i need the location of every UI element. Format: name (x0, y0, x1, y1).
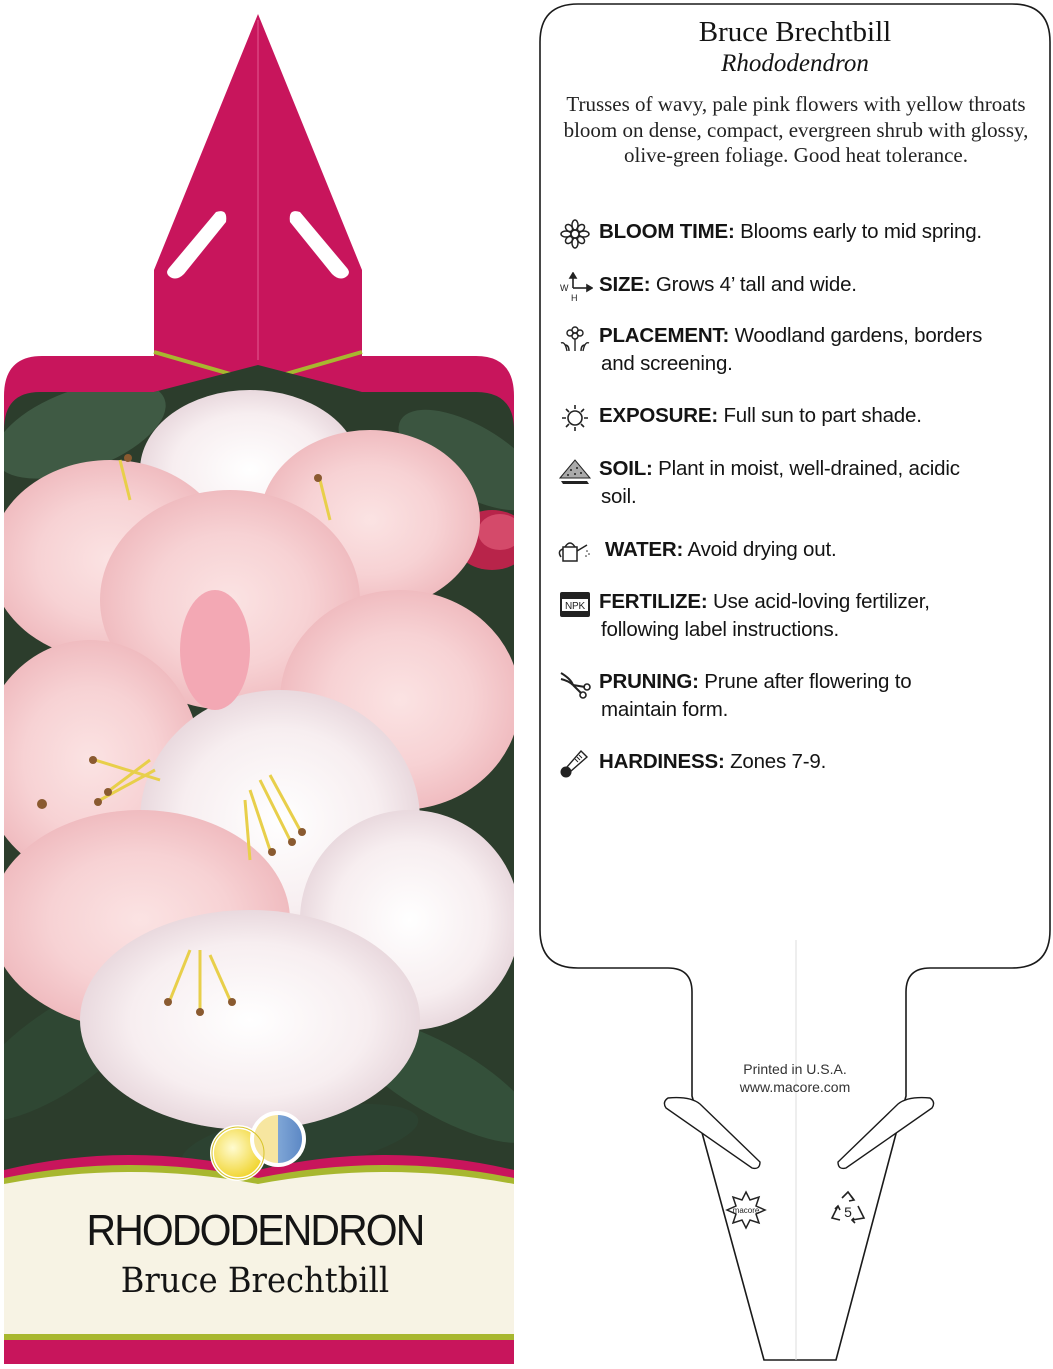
pruning-shears-icon (557, 669, 593, 699)
recycle-icon (828, 1190, 868, 1226)
printed-url: www.macore.com (739, 1079, 851, 1095)
care-item-hardiness (557, 748, 1037, 776)
soil-text: Plant in moist, well-drained, acidic (658, 457, 960, 480)
care-item-bloom-time (557, 218, 1037, 246)
front-genus-name: RHODODENDRON (86, 1206, 424, 1255)
front-cultivar-name: Bruce Brechtbill (120, 1261, 390, 1301)
pruning-label: PRUNING: (599, 670, 699, 693)
care-item-exposure (557, 402, 1037, 430)
macore-logo-icon (724, 1190, 768, 1234)
soil-icon (557, 456, 593, 486)
fertilizer-icon (557, 589, 593, 619)
svg-text:W: W (560, 283, 569, 293)
svg-text:macore: macore (732, 1206, 760, 1215)
placement-text-cont: and screening. (601, 352, 733, 375)
flower-icon (557, 219, 593, 249)
pruning-text-cont: maintain form. (601, 698, 729, 721)
bloom-time-text: Blooms early to mid spring. (740, 220, 982, 243)
size-text: Grows 4’ tall and wide. (655, 273, 857, 296)
size-label: SIZE: (599, 273, 651, 296)
soil-text-cont: soil. (601, 485, 637, 508)
size-arrows-icon (557, 272, 593, 302)
placement-label: PLACEMENT: (599, 324, 730, 347)
back-title: Bruce Brechtbill (698, 16, 892, 48)
care-item-pruning (557, 668, 1037, 724)
care-item-size (557, 271, 1037, 302)
pruning-text: Prune after flowering to (704, 670, 912, 693)
placement-text: Woodland gardens, borders (734, 324, 983, 347)
sun-icon (557, 403, 593, 433)
care-item-water (557, 536, 1037, 564)
water-text: Avoid drying out. (687, 538, 837, 561)
watering-can-icon (557, 537, 593, 567)
hardiness-text: Zones 7-9. (730, 750, 827, 773)
exposure-text: Full sun to part shade. (723, 404, 922, 427)
soil-label: SOIL: (599, 457, 653, 480)
printed-info (700, 1060, 890, 1096)
water-label: WATER: (605, 538, 684, 561)
plant-description: Trusses of wavy, pale pink flowers with yellow throats bloom on dense, compact, evergreen shrub with glossy, olive-green foliage. Good heat tolerance. (563, 92, 1029, 167)
exposure-label: EXPOSURE: (599, 404, 718, 427)
svg-text:5: 5 (844, 1204, 852, 1220)
fertilize-text: Use acid-loving fertilizer, (712, 590, 930, 613)
garden-plants-icon (557, 323, 593, 353)
bloom-time-label: BLOOM TIME: (599, 220, 735, 243)
care-item-fertilize (557, 588, 1037, 644)
fertilize-text-cont: following label instructions. (601, 618, 840, 641)
fertilize-label: FERTILIZE: (599, 590, 708, 613)
hardiness-label: HARDINESS: (599, 750, 725, 773)
back-subtitle: Rhododendron (721, 50, 869, 77)
care-item-placement (557, 322, 1037, 378)
svg-text:NPK: NPK (565, 601, 585, 612)
care-item-soil (557, 455, 1037, 511)
printed-country: Printed in U.S.A. (743, 1061, 847, 1077)
thermometer-icon (557, 749, 593, 779)
svg-text:H: H (571, 293, 578, 302)
